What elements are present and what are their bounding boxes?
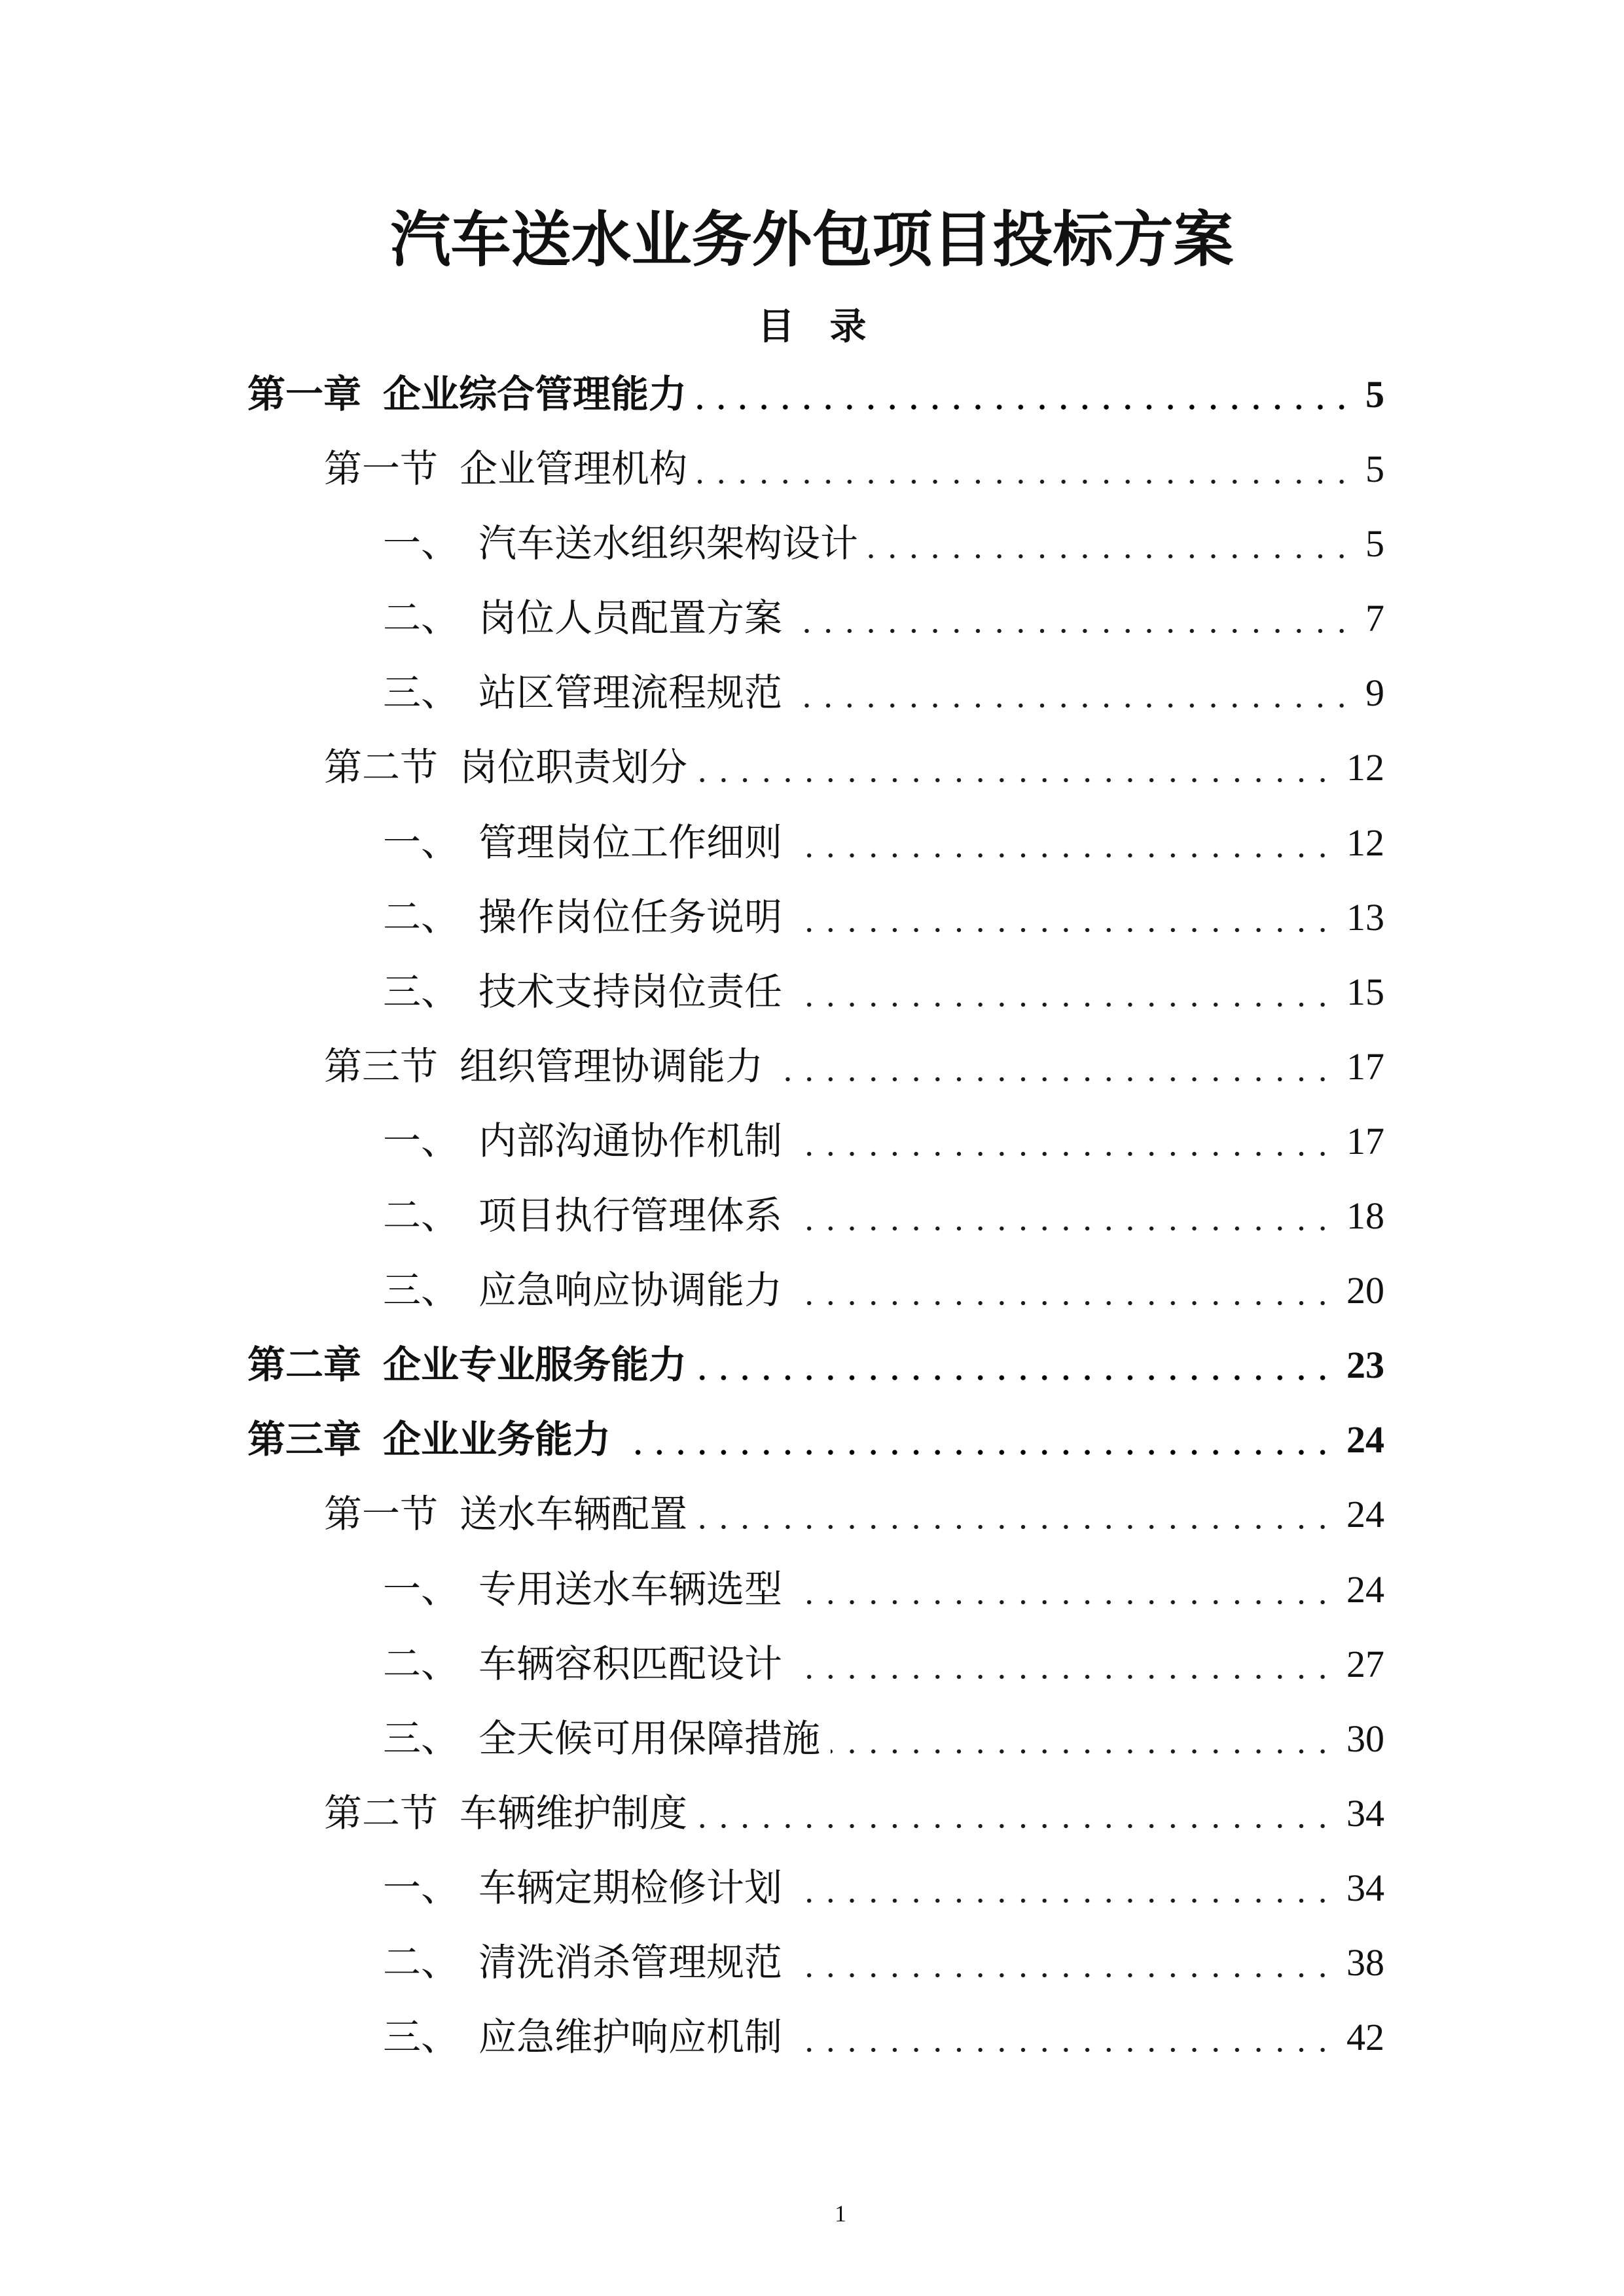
toc-entry-item [0,880,1384,955]
toc-dot-leader [698,1776,1333,1851]
toc-entry-section [0,1776,1384,1851]
toc-dot-leader [793,1552,1333,1627]
toc-dot-leader [793,1926,1333,2000]
toc-entry-page: 34 [1346,1866,1384,1909]
toc-entry-page: 17 [1346,1119,1384,1162]
toc-entry-title: 操作岗位任务说明 [478,895,783,939]
toc-dot-leader [793,2000,1333,2075]
toc-entry-number: 一、 [383,821,460,864]
toc-entry-number: 二、 [383,895,460,939]
toc-entry-title: 车辆维护制度 [460,1791,688,1835]
toc-dot-leader [698,432,1352,507]
toc-dot-leader [793,581,1352,656]
toc-entry-section [0,1477,1384,1552]
toc-entry-number: 二、 [383,1194,460,1238]
toc-entry-number: 第一节 [324,1493,439,1536]
toc-entry-page: 23 [1346,1344,1384,1387]
toc-entry-title: 企业业务能力 [383,1418,611,1462]
toc-entry-page: 15 [1346,970,1384,1013]
toc-entry-number: 第二节 [324,746,439,789]
toc-entry-page: 27 [1346,1642,1384,1685]
toc-entry-title: 全天候可用保障措施 [478,1717,821,1760]
toc-heading: 目 录 [757,307,880,348]
toc-entry-title: 车辆容积匹配设计 [478,1642,783,1685]
toc-entry-number: 一、 [383,522,460,565]
toc-entry-page: 20 [1346,1269,1384,1312]
toc-entry-number: 三、 [383,1269,460,1312]
toc-entry-number: 一、 [383,1568,460,1611]
toc-dot-leader [793,1851,1333,1926]
toc-entry-page: 12 [1346,821,1384,864]
toc-entry-title: 技术支持岗位责任 [478,970,783,1013]
toc-entry-title: 企业管理机构 [460,448,688,491]
toc-entry-number: 第二节 [324,1791,439,1835]
toc-entry-item [0,955,1384,1030]
toc-entry-title: 组织管理协调能力 [460,1045,764,1088]
toc-entry-title: 企业专业服务能力 [383,1344,687,1387]
toc-dot-leader [793,955,1333,1030]
toc-dot-leader [793,656,1352,730]
toc-dot-leader [793,1179,1333,1253]
toc-entry-section [0,730,1384,805]
toc-entry-number: 三、 [383,970,460,1013]
toc-entry-number: 第二章 [247,1344,362,1387]
toc-dot-leader [869,507,1352,581]
toc-entry-chapter [0,357,1384,432]
toc-entry-title: 专用送水车辆选型 [478,1568,783,1611]
toc-entry-chapter [0,1403,1384,1477]
toc-entry-page: 24 [1346,1568,1384,1611]
toc-entry-section [0,1030,1384,1104]
toc-dot-leader [698,730,1333,805]
toc-entry-title: 岗位职责划分 [460,746,688,789]
toc-entry-title: 清洗消杀管理规范 [478,1941,783,1984]
toc-dot-leader [793,806,1333,880]
toc-entry-page: 9 [1365,672,1384,715]
toc-entry-page: 18 [1346,1194,1384,1238]
toc-entry-number: 第一节 [324,448,439,491]
toc-entry-title: 管理岗位工作细则 [478,821,783,864]
table-of-contents [0,357,1384,2075]
toc-entry-number: 二、 [383,1941,460,1984]
toc-entry-number: 第三章 [247,1418,362,1462]
toc-entry-title: 企业综合管理能力 [383,373,687,416]
toc-entry-item [0,806,1384,880]
page-number: 1 [835,2200,846,2227]
toc-entry-page: 17 [1346,1045,1384,1088]
toc-entry-title: 站区管理流程规范 [478,672,783,715]
toc-entry-item [0,1851,1384,1926]
toc-entry-page: 13 [1346,895,1384,939]
toc-entry-chapter [0,1328,1384,1403]
toc-entry-item [0,1702,1384,1776]
toc-entry-title: 内部沟通协作机制 [478,1119,783,1162]
toc-entry-item [0,1627,1384,1702]
toc-entry-page: 34 [1346,1791,1384,1835]
toc-entry-item [0,507,1384,581]
toc-entry-number: 第三节 [324,1045,439,1088]
toc-entry-number: 第一章 [247,373,362,416]
toc-entry-number: 二、 [383,1642,460,1685]
toc-entry-page: 42 [1346,2016,1384,2059]
toc-entry-item [0,1552,1384,1627]
toc-entry-page: 24 [1346,1418,1384,1462]
toc-entry-page: 5 [1365,373,1384,416]
toc-entry-item [0,581,1384,656]
toc-dot-leader [793,1253,1333,1328]
toc-entry-title: 应急维护响应机制 [478,2016,783,2059]
toc-entry-title: 应急响应协调能力 [478,1269,783,1312]
toc-entry-page: 5 [1365,448,1384,491]
toc-entry-page: 24 [1346,1493,1384,1536]
toc-entry-number: 三、 [383,672,460,715]
toc-entry-title: 车辆定期检修计划 [478,1866,783,1909]
toc-dot-leader [621,1403,1333,1477]
toc-entry-item [0,1179,1384,1253]
toc-entry-title: 项目执行管理体系 [478,1194,783,1238]
toc-entry-number: 二、 [383,597,460,640]
toc-entry-section [0,432,1384,507]
toc-entry-number: 三、 [383,1717,460,1760]
toc-dot-leader [793,1627,1333,1702]
toc-entry-item [0,656,1384,730]
toc-entry-number: 三、 [383,2016,460,2059]
toc-entry-title: 汽车送水组织架构设计 [478,522,859,565]
toc-dot-leader [697,357,1352,432]
toc-entry-page: 12 [1346,746,1384,789]
toc-entry-page: 38 [1346,1941,1384,1984]
toc-dot-leader [774,1030,1333,1104]
toc-dot-leader [831,1702,1333,1776]
toc-entry-item [0,1253,1384,1328]
toc-dot-leader [697,1328,1333,1403]
toc-dot-leader [793,880,1333,955]
toc-entry-title: 送水车辆配置 [460,1493,688,1536]
document-title: 汽车送水业务外包项目投标方案 [390,207,1234,274]
toc-entry-item [0,1926,1384,2000]
toc-entry-number: 一、 [383,1119,460,1162]
toc-entry-title: 岗位人员配置方案 [478,597,783,640]
toc-entry-number: 一、 [383,1866,460,1909]
toc-entry-item [0,2000,1384,2075]
toc-dot-leader [793,1104,1333,1179]
toc-entry-page: 30 [1346,1717,1384,1760]
toc-dot-leader [698,1477,1333,1552]
toc-entry-item [0,1104,1384,1179]
toc-entry-page: 5 [1365,522,1384,565]
toc-entry-page: 7 [1365,597,1384,640]
